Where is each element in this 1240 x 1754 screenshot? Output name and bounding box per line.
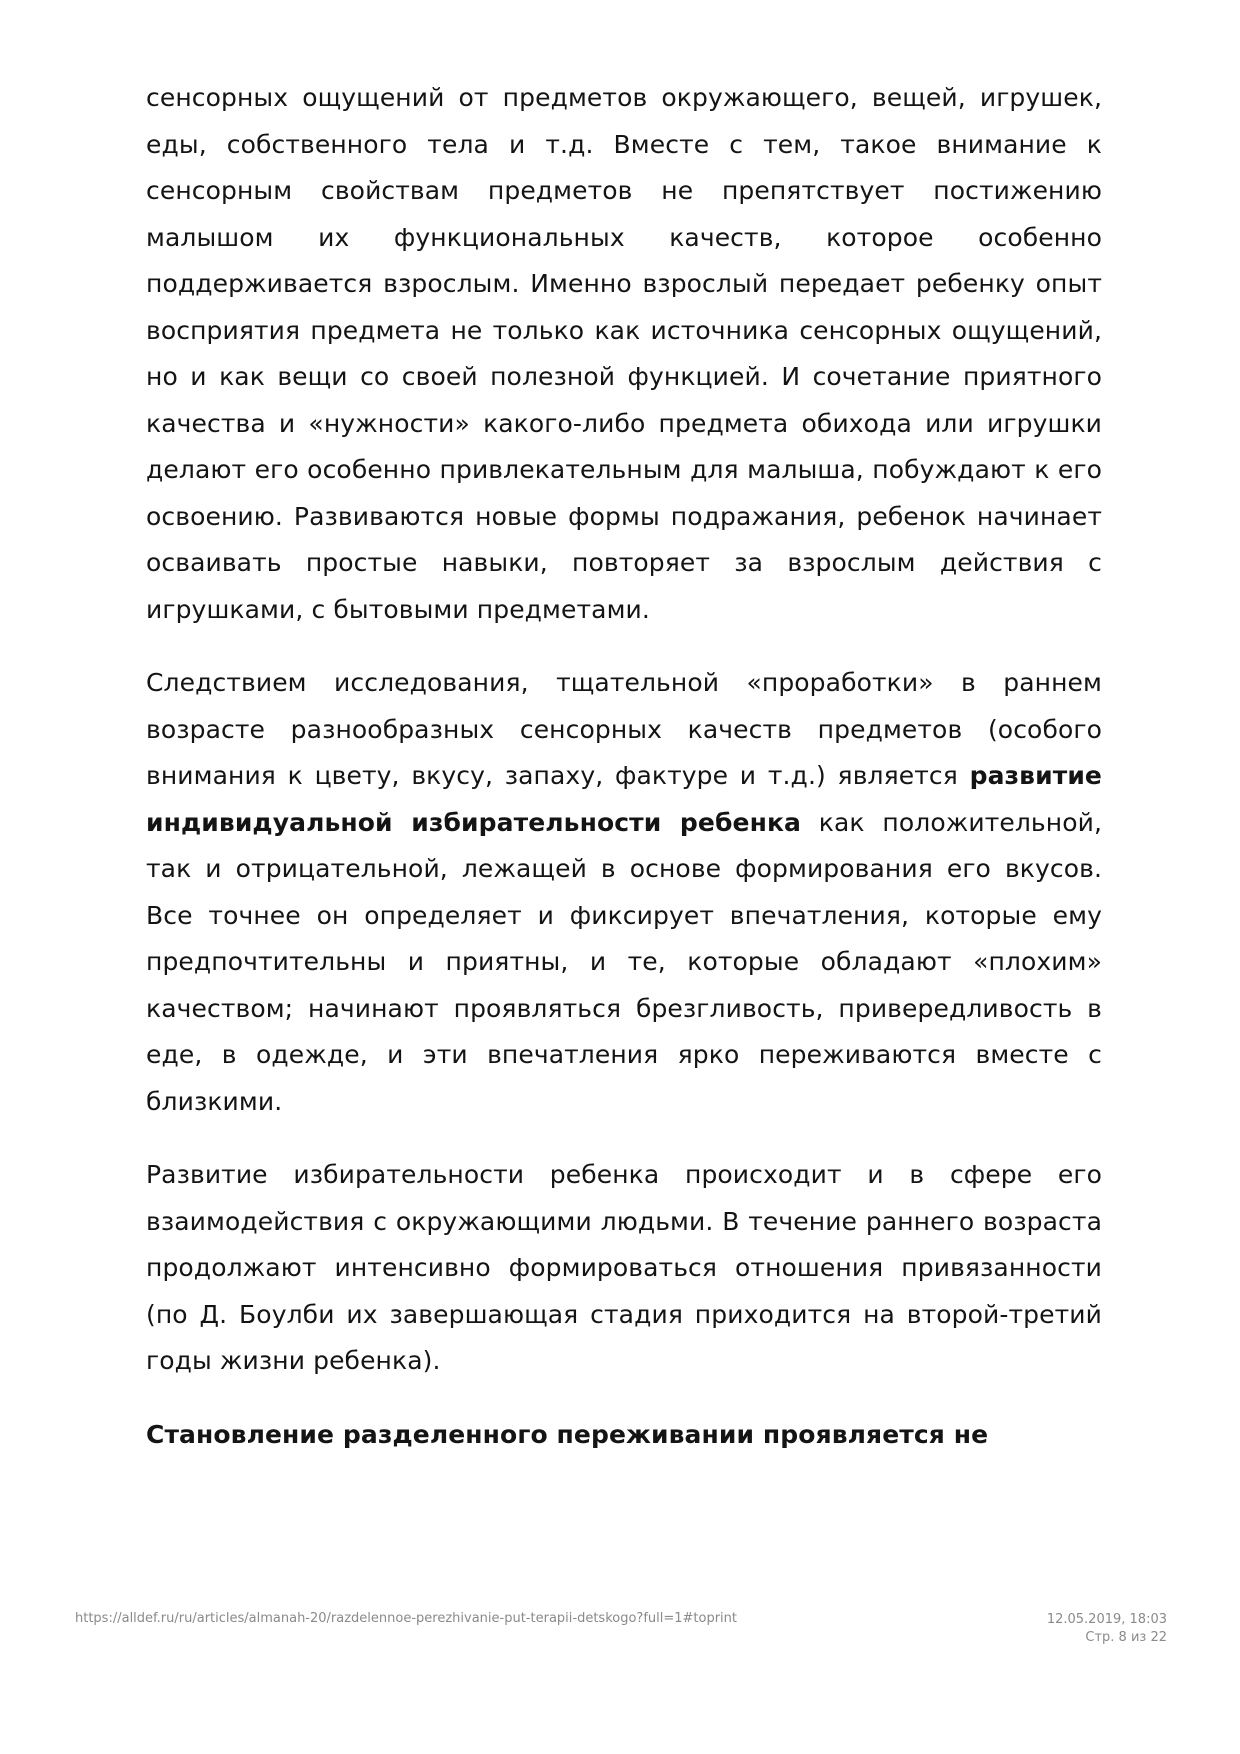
paragraph-individual-selectivity bbox=[146, 660, 1102, 1125]
paragraph-text-before-bold: Следствием исследования, тщательной «проработки» в раннем возрасте разнообразных сенсорных качеств предметов (особого внимания к цвету, вкусу, запаху, фактуре и т.д.) является bbox=[146, 668, 1102, 790]
footer-datetime: 12.05.2019, 18:03 bbox=[1046, 1612, 1167, 1627]
footer-page-number: Стр. 8 из 22 bbox=[1085, 1630, 1167, 1645]
footer-meta bbox=[1047, 1611, 1167, 1647]
paragraph-text-after-bold: как положительной, так и отрицательной, лежащей в основе формирования его вкусов. Все точнее он определяет и фиксирует впечатления, которые ему предпочтительны и приятны, и те, которые обладают «плохим» качеством; начинают проявляться брезгливость, привередливость в еде, в одежде, и эти впечатления ярко переживаются вместе с близкими. bbox=[146, 807, 1102, 1116]
paragraph-attachment: Развитие избирательности ребенка происходит и в сфере его взаимодействия с окружающими людьми. В течение раннего возраста продолжают интенсивно формироваться отношения привязанности (по Д. Боулби их завершающая стадия приходится на второй-третий годы жизни ребенка). bbox=[146, 1160, 1102, 1375]
paragraph-sensory-impressions: сенсорных ощущений от предметов окружающего, вещей, игрушек, еды, собственного тела и т.д. Вместе с тем, такое внимание к сенсорным свойствам предметов не препятствует постижению малышом их функциональных качеств, которое особенно поддерживается взрослым. Именно взрослый передает ребенку опыт восприятия предмета не только как источника сенсорных ощущений, но и как вещи со своей полезной функцией. И сочетание приятного качества и «нужности» какого-либо предмета обихода или игрушки делают его особенно привлекательным для малыша, побуждают к его освоению. Развиваются новые формы подражания, ребенок начинает осваивать простые навыки, повторяет за взрослым действия с игрушками, с бытовыми предметами. bbox=[146, 83, 1102, 624]
bold-phrase-shared-experience: Становление разделенного переживании проявляется не bbox=[146, 1419, 989, 1449]
footer-url[interactable]: https://alldef.ru/ru/articles/almanah-20/razdelennoe-perezhivanie-put-terapii-detskogo?full=1#toprint bbox=[75, 1611, 738, 1626]
document-body bbox=[146, 75, 1102, 1458]
paragraph-shared-experience-heading bbox=[146, 1412, 1102, 1459]
bold-phrase-selectivity: развитие индивидуальной избирательности ребенка bbox=[146, 761, 1102, 837]
